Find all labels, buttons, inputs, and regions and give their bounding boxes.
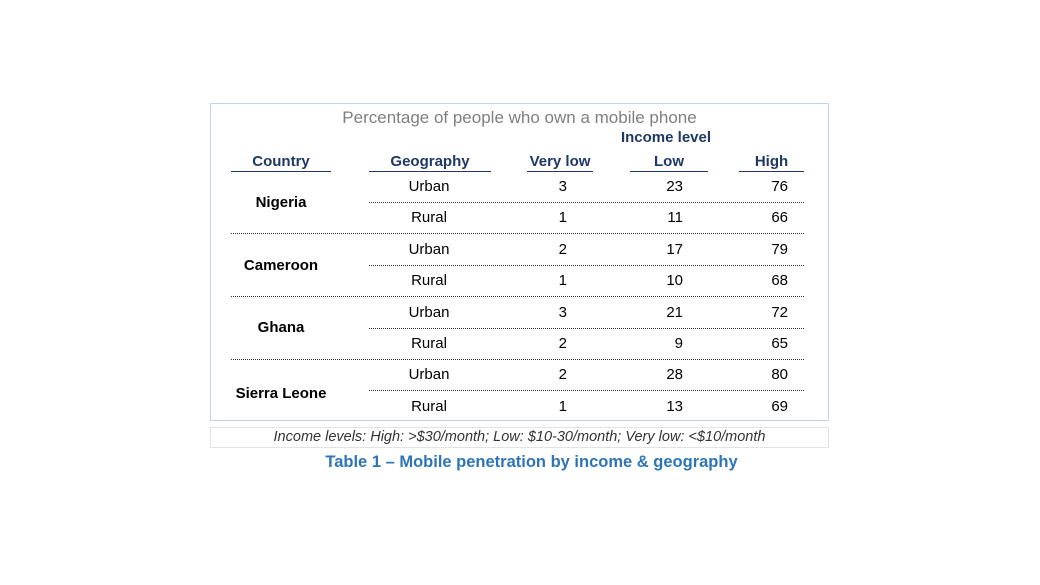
geography-cell: Urban [408, 240, 450, 258]
country-cell: Sierra Leone [235, 385, 327, 403]
row-separator [369, 390, 804, 391]
high-cell: 79 [771, 240, 788, 258]
header-geography: Geography [369, 153, 491, 172]
row-separator [369, 265, 804, 266]
low-cell: 13 [666, 397, 683, 415]
geography-cell: Rural [411, 397, 447, 415]
header-country: Country [231, 153, 331, 172]
geography-cell: Urban [408, 366, 450, 384]
geography-cell: Urban [408, 178, 450, 195]
country-separator [231, 233, 804, 234]
row-separator [369, 202, 804, 203]
country-separator [231, 359, 804, 360]
header-high: High [739, 153, 804, 172]
very-low-cell: 1 [558, 397, 567, 415]
low-cell: 28 [666, 366, 683, 384]
very-low-cell: 2 [558, 240, 567, 258]
country-cell: Ghana [257, 319, 305, 337]
table-caption: Table 1 – Mobile penetration by income & geography [325, 453, 738, 471]
very-low-cell: 2 [558, 335, 567, 352]
low-cell: 11 [667, 209, 683, 227]
low-cell: 23 [666, 178, 683, 195]
low-cell: 21 [666, 303, 683, 321]
header-very-low: Very low [527, 153, 593, 172]
country-separator [231, 296, 804, 297]
very-low-cell: 3 [558, 303, 567, 321]
high-cell: 80 [771, 366, 788, 384]
table-title: Percentage of people who own a mobile phone [342, 108, 697, 127]
income-level-header: Income level [620, 129, 712, 146]
low-cell: 9 [674, 335, 683, 352]
high-cell: 69 [771, 397, 788, 415]
high-cell: 65 [771, 335, 788, 352]
geography-cell: Urban [408, 303, 450, 321]
geography-cell: Rural [411, 335, 447, 352]
header-low: Low [630, 153, 708, 172]
very-low-cell: 1 [558, 209, 567, 227]
low-cell: 17 [666, 240, 683, 258]
low-cell: 10 [666, 272, 683, 290]
high-cell: 76 [771, 178, 788, 195]
very-low-cell: 2 [558, 366, 567, 384]
high-cell: 66 [771, 209, 788, 227]
high-cell: 72 [771, 303, 788, 321]
geography-cell: Rural [411, 209, 447, 227]
geography-cell: Rural [411, 272, 447, 290]
country-cell: Nigeria [255, 193, 307, 211]
high-cell: 68 [771, 272, 788, 290]
table-box [210, 103, 829, 421]
country-cell: Cameroon [243, 256, 319, 274]
income-levels-note: Income levels: High: >$30/month; Low: $10-30/month; Very low: <$10/month [210, 427, 829, 448]
very-low-cell: 3 [558, 178, 567, 195]
row-separator [369, 328, 804, 329]
very-low-cell: 1 [558, 272, 567, 290]
